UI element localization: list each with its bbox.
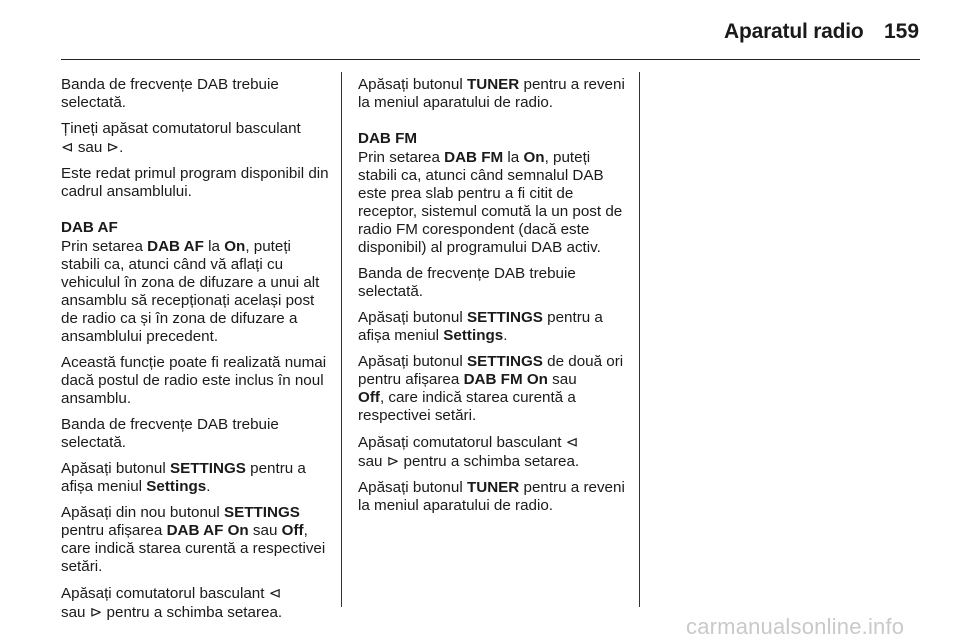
text: Apăsați comutatorul basculant	[61, 585, 265, 602]
bold-term: Off	[281, 522, 304, 539]
text: , care indică starea curentă a respectivei setări.	[61, 522, 326, 575]
paragraph	[358, 149, 628, 257]
text: pentru afișarea	[61, 522, 163, 539]
bold-term: SETTINGS	[466, 353, 543, 370]
page-number: 159	[884, 20, 920, 43]
header-divider	[61, 59, 920, 60]
page-title: Aparatul radio	[724, 20, 864, 43]
text: pentru a afișa meniul	[61, 460, 306, 495]
watermark: carmanualsonline.info	[686, 614, 905, 639]
paragraph: Banda de frecvențe DAB trebuie selectată.	[358, 265, 576, 300]
text: pentru a schimba setarea.	[403, 453, 580, 470]
paragraph	[61, 120, 329, 157]
right-triangle-icon: ⊳	[89, 603, 103, 621]
text: Apăsați butonul	[358, 76, 463, 93]
text: .	[206, 478, 211, 495]
bold-term: SETTINGS	[223, 504, 300, 521]
paragraph	[61, 584, 329, 622]
paragraph	[358, 433, 628, 471]
text: sau	[61, 604, 86, 621]
column-divider-left	[341, 72, 342, 607]
bold-term: On	[523, 149, 545, 166]
text: sau	[552, 371, 577, 388]
paragraph	[61, 504, 329, 576]
middle-column	[358, 76, 628, 523]
paragraph	[61, 238, 329, 346]
text: Apăsați butonul	[358, 309, 463, 326]
text: pentru a afișa meniul	[358, 309, 603, 344]
text: sau	[252, 522, 278, 539]
paragraph: Este redat primul program disponibil din cadrul ansamblului.	[61, 165, 329, 200]
text: sau	[77, 139, 103, 156]
bold-term: Settings	[146, 478, 207, 495]
paragraph	[358, 76, 628, 112]
text: , puteți stabili ca, atunci când semnalul DAB este prea slab pentru a fi citit de receptor, sistemul comută la un post de radio FM corespondent (dacă este disponibil) al programului DAB activ.	[358, 149, 623, 256]
bold-term: SETTINGS	[466, 309, 543, 326]
paragraph	[358, 309, 628, 345]
text: la	[507, 149, 520, 166]
paragraph: Banda de frecvențe DAB trebuie selectată.	[61, 76, 279, 111]
text: Apăsați butonul	[358, 353, 463, 370]
text: , care indică starea curentă a respectivei setări.	[358, 389, 576, 424]
text: Apăsați butonul	[61, 460, 166, 477]
section-heading-dab-af: DAB AF	[61, 219, 118, 236]
left-triangle-icon: ⊲	[268, 584, 282, 602]
bold-term: DAB AF On	[166, 522, 249, 539]
right-triangle-icon: ⊳	[106, 138, 120, 156]
text: Țineți apăsat comutatorul basculant	[61, 120, 301, 137]
text: la	[208, 238, 220, 255]
bold-term: TUNER	[466, 479, 520, 496]
text: Prin setarea	[61, 238, 143, 255]
section-heading-dab-fm: DAB FM	[358, 130, 418, 147]
bold-term: TUNER	[466, 76, 520, 93]
text: pentru a schimba setarea.	[106, 604, 283, 621]
text: , puteți stabili ca, atunci când vă aflați cu vehiculul în zona de difuzare a unui alt ansamblu să recepționați același post de radio ca și în zona de difuzare a ansamblului precedent.	[61, 238, 320, 345]
text: Apăsați butonul	[358, 479, 463, 496]
paragraph: Banda de frecvențe DAB trebuie selectată.	[61, 416, 279, 451]
paragraph: Această funcție poate fi realizată numai dacă postul de radio este inclus în noul ansamblu.	[61, 354, 327, 407]
text: .	[503, 327, 508, 344]
text: .	[119, 139, 124, 156]
bold-term: SETTINGS	[169, 460, 246, 477]
right-triangle-icon: ⊳	[386, 452, 400, 470]
text: sau	[358, 453, 383, 470]
text: Apăsați din nou butonul	[61, 504, 220, 521]
left-triangle-icon: ⊲	[565, 433, 579, 451]
bold-term: DAB FM On	[463, 371, 548, 388]
text: de două ori pentru afișarea	[358, 353, 624, 388]
text: Apăsați comutatorul basculant	[358, 434, 562, 451]
left-triangle-icon: ⊲	[61, 138, 74, 156]
left-column	[61, 76, 329, 630]
column-divider-right	[639, 72, 640, 607]
paragraph	[358, 353, 628, 425]
bold-term: DAB AF	[147, 238, 204, 255]
bold-term: Settings	[443, 327, 504, 344]
bold-term: Off	[358, 389, 380, 406]
text: pentru a reveni la meniul aparatului de radio.	[358, 479, 625, 514]
text: Prin setarea	[358, 149, 440, 166]
bold-term: On	[224, 238, 246, 255]
paragraph	[61, 460, 329, 496]
paragraph	[358, 479, 628, 515]
bold-term: DAB FM	[444, 149, 504, 166]
text: pentru a reveni la meniul aparatului de radio.	[358, 76, 625, 111]
